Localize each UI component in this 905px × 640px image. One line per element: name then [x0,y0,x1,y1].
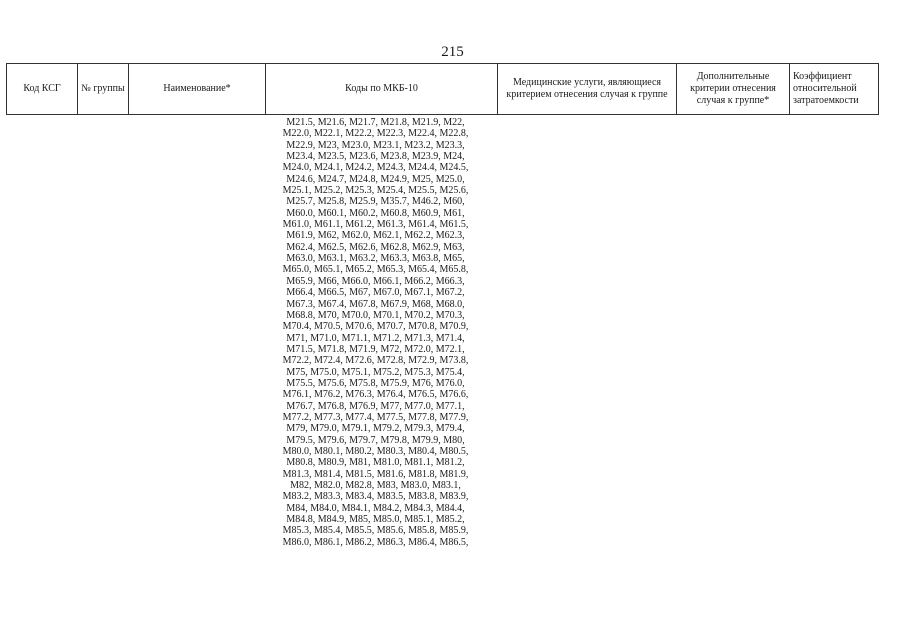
icd-code-line: M80.0, M80.1, M80.2, M80.3, M80.4, M80.5, [282,445,469,457]
icd-code-line: M22.9, M23, M23.0, M23.1, M23.2, M23.3, [286,139,465,151]
icd-code-line: M62.4, M62.5, M62.6, M62.8, M62.9, M63, [286,241,465,253]
icd-code-line: M75, M75.0, M75.1, M75.2, M75.3, M75.4, [286,366,465,378]
page-number: 215 [441,44,464,60]
icd-code-line: M76.7, M76.8, M76.9, M77, M77.0, M77.1, [286,400,465,412]
icd-code-line: M61.9, M62, M62.0, M62.1, M62.2, M62.3, [286,230,465,242]
icd-code-line: M22.0, M22.1, M22.2, M22.3, M22.4, M22.8, [282,128,469,140]
icd-code-line: M65.9, M66, M66.0, M66.1, M66.2, M66.3, [286,275,465,287]
icd-code-line: M84.8, M84.9, M85, M85.0, M85.1, M85.2, [286,514,465,526]
icd-code-line: M63.0, M63.1, M63.2, M63.3, M63.8, M65, [286,253,465,265]
icd-code-line: M24.0, M24.1, M24.2, M24.3, M24.4, M24.5, [282,162,469,174]
icd-code-line: M75.5, M75.6, M75.8, M75.9, M76, M76.0, [286,377,465,389]
icd-code-line: M66.4, M66.5, M67, M67.0, M67.1, M67.2, [286,287,465,299]
header-cost-coefficient: Коэффициент относительной затратоемкости [790,64,879,115]
icd-code-line: M84, M84.0, M84.1, M84.2, M84.3, M84.4, [286,502,465,514]
icd-codes-cell [268,117,483,548]
icd-code-line: M24.6, M24.7, M24.8, M24.9, M25, M25.0, [286,173,465,185]
icd-code-line: M81.3, M81.4, M81.5, M81.6, M81.8, M81.9, [282,468,469,480]
icd-code-line: M25.1, M25.2, M25.3, M25.4, M25.5, M25.6, [282,185,469,197]
table-header [6,63,879,115]
icd-code-line: M23.4, M23.5, M23.6, M23.8, M23.9, M24, [286,151,465,163]
icd-code-line: M82, M82.0, M82.8, M83, M83.0, M83.1, [290,480,461,491]
icd-code-line: M68.8, M70, M70.0, M70.1, M70.2, M70.3, [286,309,465,321]
header-name: Наименование* [129,64,266,115]
icd-code-line: M65.0, M65.1, M65.2, M65.3, M65.4, M65.8, [282,264,469,276]
icd-code-line: M71.5, M71.8, M71.9, M72, M72.0, M72.1, [286,343,465,355]
header-group-number: № группы [78,64,129,115]
icd-code-line: M21.5, M21.6, M21.7, M21.8, M21.9, M22, [286,117,465,128]
header-icd-codes: Коды по МКБ-10 [266,64,498,115]
icd-code-line: M60.0, M60.1, M60.2, M60.8, M60.9, M61, [286,207,465,219]
icd-code-line: M70.4, M70.5, M70.6, M70.7, M70.8, M70.9, [282,321,469,333]
icd-code-line: M80.8, M80.9, M81, M81.0, M81.1, M81.2, [286,457,465,469]
icd-code-line: M25.7, M25.8, M25.9, M35.7, M46.2, M60, [286,196,465,208]
icd-code-line: M85.3, M85.4, M85.5, M85.6, M85.8, M85.9, [282,525,469,537]
icd-code-line: M79, M79.0, M79.1, M79.2, M79.3, M79.4, [286,423,465,435]
icd-code-line: M86.0, M86.1, M86.2, M86.3, M86.4, M86.5, [282,536,469,548]
icd-code-line: M76.1, M76.2, M76.3, M76.4, M76.5, M76.6, [282,389,469,401]
icd-code-line: M71, M71.0, M71.1, M71.2, M71.3, M71.4, [286,332,465,344]
icd-code-line: M67.3, M67.4, M67.8, M67.9, M68, M68.0, [286,298,465,310]
icd-code-line: M77.2, M77.3, M77.4, M77.5, M77.8, M77.9, [282,411,469,423]
header-additional-criteria: Дополнительные критерии отнесения случая к группе* [677,64,790,115]
icd-code-line: M83.2, M83.3, M83.4, M83.5, M83.8, M83.9, [282,491,469,503]
header-row [7,64,879,115]
icd-code-line: M61.0, M61.1, M61.2, M61.3, M61.4, M61.5, [282,219,469,231]
icd-code-line: M72.2, M72.4, M72.6, M72.8, M72.9, M73.8, [282,355,469,367]
icd-code-line: M79.5, M79.6, M79.7, M79.8, M79.9, M80, [286,434,465,446]
header-medical-services: Медицинские услуги, являющиеся критерием отнесения случая к группе [498,64,677,115]
header-code-ksg: Код КСГ [7,64,78,115]
